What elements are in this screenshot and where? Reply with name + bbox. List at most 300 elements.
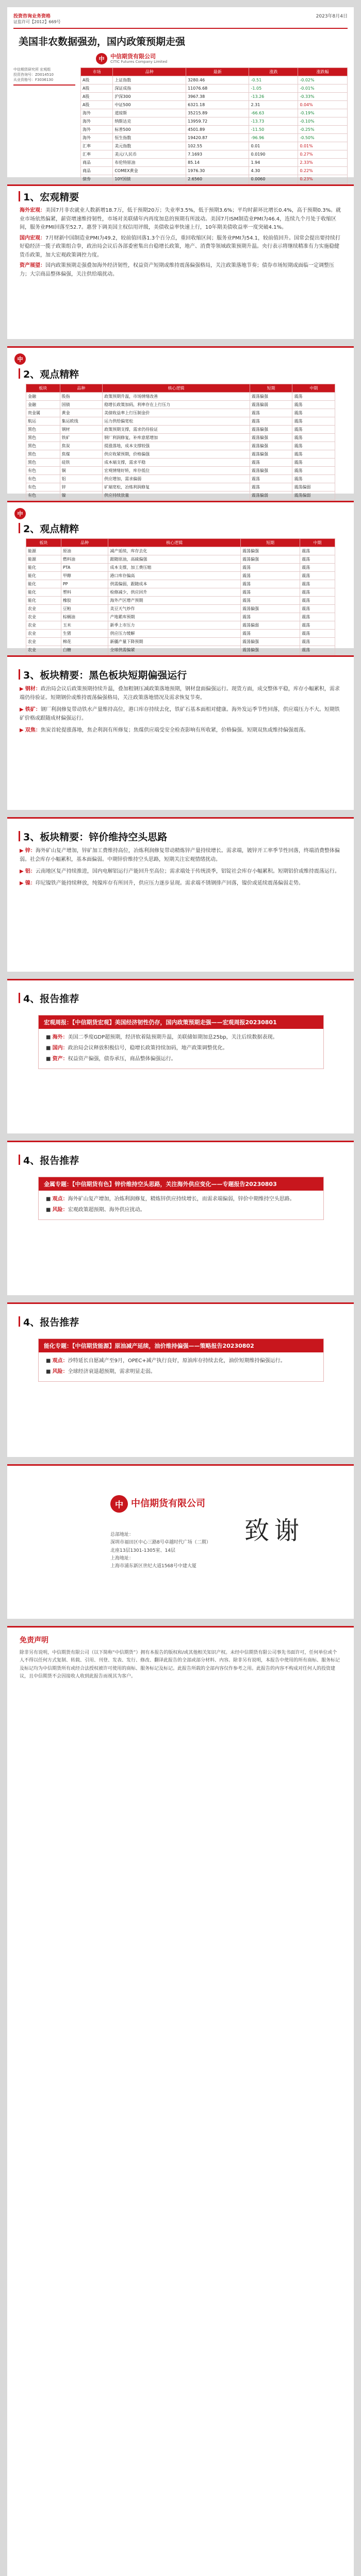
table-cell: 宏观情绪好转，库存低位 bbox=[103, 467, 250, 475]
table-cell: 3967.38 bbox=[186, 93, 249, 101]
table-cell: 镍 bbox=[60, 492, 103, 500]
table-cell: 3280.46 bbox=[186, 76, 249, 84]
section-title: 3、板块精要：锌价维持空头思路 bbox=[23, 831, 168, 843]
table-row bbox=[26, 393, 335, 401]
section-header bbox=[7, 363, 354, 384]
table-cell: 豆粕 bbox=[61, 605, 108, 613]
table-row bbox=[26, 442, 335, 450]
table-cell: 震荡偏强 bbox=[250, 467, 292, 475]
table-cell: 黄金 bbox=[60, 409, 103, 417]
disclaimer-text: 除非另有说明，中信期货有限公司（以下简称“中信期货”）拥有本报告的版权和/或其他相关知识产权。未经中信期货有限公司事先书面许可，任何单位或个人不得以任何方式复制、转载、引用、刊登、发表、发行、修改、翻译此报告的全部或部分材料、内容。除非另有说明，本报告中使用的所有商标、服务标记及标记均为中信期货所有或经合法授权被许可使用的商标、服务标记及标记。此报告所载的全部内容仅作参考之用。此报告的内容不构成对任何人的投资建议，且中信期货不会因接收人收到此报告而视其为客户。 bbox=[20, 1650, 340, 1679]
table-row bbox=[26, 547, 335, 555]
table-cell: 震荡 bbox=[292, 442, 335, 450]
table-row bbox=[26, 564, 335, 572]
table-cell: 1.94 bbox=[249, 159, 298, 167]
table-cell: 农业 bbox=[26, 613, 61, 621]
table-cell: 13959.72 bbox=[186, 117, 249, 126]
table-cell: A股 bbox=[81, 76, 113, 84]
table-cell: 4501.89 bbox=[186, 126, 249, 134]
table-cell: 震荡 bbox=[292, 426, 335, 434]
table-cell: -0.51 bbox=[249, 76, 298, 84]
table-cell: 玉米 bbox=[61, 621, 108, 630]
table-cell: 塑料 bbox=[61, 588, 108, 597]
table-cell: 海外 bbox=[81, 109, 113, 117]
report-link[interactable]: 金属专题：【中信期货有色】锌价维持空头思路，关注海外供应变化——专题报告20230803 bbox=[39, 1177, 323, 1191]
table-cell: -0.25% bbox=[298, 126, 348, 134]
table-header: 短期 bbox=[241, 539, 300, 547]
table-cell: 供应收紧预期，价格偏强 bbox=[103, 450, 250, 459]
table-cell: 检修减少，供应回升 bbox=[108, 588, 241, 597]
table-cell: 债券 bbox=[81, 175, 113, 183]
table-header: 品种 bbox=[61, 539, 108, 547]
analyst-line: 中信期货研究所 宏观组 bbox=[13, 67, 51, 72]
section-header bbox=[7, 1149, 354, 1170]
table-row bbox=[26, 621, 335, 630]
table-cell: 震荡 bbox=[250, 417, 292, 426]
table-cell: 震荡 bbox=[241, 597, 300, 605]
table-cell: 震荡偏强 bbox=[241, 638, 300, 646]
table-cell: 汇率 bbox=[81, 142, 113, 150]
report-item-text: 海外矿山复产增加，冶炼利润修复，精炼锌供应持续增长，而需求端偏弱，锌价中期维持空头思路。 bbox=[68, 1196, 295, 1202]
table-cell: 震荡 bbox=[250, 459, 292, 467]
table-row bbox=[26, 417, 335, 426]
table-cell: 震荡偏弱 bbox=[292, 483, 335, 492]
table-row bbox=[81, 84, 348, 93]
table-header: 涨跌 bbox=[249, 68, 298, 76]
market-overview-table bbox=[80, 67, 348, 192]
address-line: 上海地址： bbox=[110, 1555, 134, 1561]
table-cell: 全球供需偏紧 bbox=[108, 646, 241, 654]
table-cell: 震荡 bbox=[241, 613, 300, 621]
table-cell: 商品 bbox=[81, 167, 113, 175]
table-row bbox=[26, 401, 335, 409]
table-row bbox=[26, 597, 335, 605]
table-row bbox=[26, 646, 335, 654]
table-row bbox=[26, 572, 335, 580]
report-item-lead: 风险： bbox=[52, 1207, 68, 1213]
table-cell: 汇率 bbox=[81, 150, 113, 159]
table-cell: 农业 bbox=[26, 621, 61, 630]
table-header: 市场 bbox=[81, 68, 113, 76]
para-lead: 锌： bbox=[25, 848, 36, 854]
table-cell: 102.55 bbox=[186, 142, 249, 150]
table-cell: 农业 bbox=[26, 605, 61, 613]
table-header: 中期 bbox=[292, 384, 335, 393]
section-title: 4、报告推荐 bbox=[23, 1316, 79, 1328]
table-cell: 供应压力缓解 bbox=[108, 630, 241, 638]
table-cell: -96.96 bbox=[249, 134, 298, 142]
company-name-en: CITIC Futures Company Limited bbox=[110, 60, 168, 64]
table-cell: 1976.30 bbox=[186, 167, 249, 175]
table-row bbox=[26, 605, 335, 613]
table-cell: 中证500 bbox=[113, 101, 186, 109]
section-title: 4、报告推荐 bbox=[23, 993, 79, 1005]
table-cell: 硅铁 bbox=[60, 459, 103, 467]
table-cell: 政策预期升温，市场情绪改善 bbox=[103, 393, 250, 401]
report-item-lead: 国内： bbox=[52, 1045, 68, 1051]
section-header bbox=[7, 1311, 354, 1332]
table-cell: 燃料油 bbox=[61, 555, 108, 564]
table-cell: 农业 bbox=[26, 638, 61, 646]
section-title: 3、板块精要：黑色板块短期偏强运行 bbox=[23, 669, 187, 681]
table-cell: 震荡偏强 bbox=[241, 646, 300, 654]
table-cell: 上证指数 bbox=[113, 76, 186, 84]
table-cell: COMEX黄金 bbox=[113, 167, 186, 175]
company-logo bbox=[110, 1495, 205, 1513]
report-link[interactable]: 宏观周报：【中信期货宏观】美国经济韧性仍存，国内政策预期走强——宏观周报20230801 bbox=[39, 1015, 323, 1029]
table-cell: 震荡 bbox=[300, 605, 335, 613]
table-cell: 标普500 bbox=[113, 126, 186, 134]
views-table bbox=[26, 384, 335, 508]
table-cell: 焦炭 bbox=[60, 442, 103, 450]
table-cell: 0.01 bbox=[249, 142, 298, 150]
report-item-text: 美国二季度GDP超预期，经济软着陆预期升温，美联储如期加息25bp，关注后续数据表现。 bbox=[68, 1035, 278, 1040]
table-row bbox=[81, 93, 348, 101]
table-cell: 棉花 bbox=[61, 638, 108, 646]
table-cell: 商品 bbox=[81, 159, 113, 167]
company-name-cn: 中信期货有限公司 bbox=[110, 53, 156, 60]
table-row bbox=[81, 175, 348, 183]
table-header: 最新 bbox=[186, 68, 249, 76]
report-item-lead: 资产： bbox=[52, 1056, 68, 1062]
table-cell: 港口库存偏高 bbox=[108, 572, 241, 580]
table-cell: 震荡偏弱 bbox=[292, 492, 335, 500]
para-text: 印尼镍铁产能持续释放，纯镍库存有所回升，供应压力逐步显现。需求端不锈钢排产回落，镍价或延续震荡偏弱走势。 bbox=[35, 880, 304, 886]
report-item: ■ 观点：沙特延长自愿减产至9月，OPEC+减产执行良好，原油库存持续去化，油价短期维持偏强运行。 bbox=[46, 1358, 286, 1364]
table-cell: 稳增长政策加码，利率存在上行压力 bbox=[103, 401, 250, 409]
table-cell: A股 bbox=[81, 84, 113, 93]
report-title: 美国非农数据强劲，国内政策预期走强 bbox=[19, 36, 186, 47]
table-cell: 跟随原油，高硫偏强 bbox=[108, 555, 241, 564]
table-cell: 沪深300 bbox=[113, 93, 186, 101]
report-item-lead: 观点： bbox=[52, 1358, 68, 1364]
table-cell: 黑色 bbox=[26, 426, 60, 434]
table-cell: 震荡 bbox=[241, 564, 300, 572]
section-header bbox=[7, 186, 354, 207]
table-cell: 震荡 bbox=[292, 467, 335, 475]
table-cell: 金融 bbox=[26, 401, 60, 409]
table-header: 涨跌幅 bbox=[298, 68, 348, 76]
table-cell: 能源 bbox=[26, 555, 61, 564]
report-item: ■ 风险：全球经济衰退超预期，需求明显走弱。 bbox=[46, 1369, 156, 1375]
table-cell: 震荡 bbox=[241, 572, 300, 580]
table-cell: 35215.89 bbox=[186, 109, 249, 117]
table-cell: 震荡 bbox=[300, 613, 335, 621]
report-page-3 bbox=[7, 1302, 354, 1457]
table-cell: A股 bbox=[81, 93, 113, 101]
table-row bbox=[26, 434, 335, 442]
table-cell: 震荡 bbox=[250, 483, 292, 492]
table-cell: 震荡 bbox=[292, 475, 335, 483]
table-cell: 棕榈油 bbox=[61, 613, 108, 621]
table-row bbox=[26, 426, 335, 434]
table-cell: 0.04% bbox=[298, 101, 348, 109]
para-lead: 资产展望： bbox=[20, 263, 45, 268]
table-cell: 海外产区增产预期 bbox=[108, 597, 241, 605]
address-line: 总部地址： bbox=[110, 1532, 134, 1537]
para-lead: 镍： bbox=[25, 880, 36, 886]
table-cell: 震荡偏弱 bbox=[250, 492, 292, 500]
table-row bbox=[81, 159, 348, 167]
report-item-text: 沙特延长自愿减产至9月，OPEC+减产执行良好，原油库存持续去化，油价短期维持偏强运行。 bbox=[68, 1358, 286, 1364]
table-cell: 震荡 bbox=[292, 459, 335, 467]
views-page-2 bbox=[7, 501, 354, 652]
table-cell: 国债 bbox=[60, 401, 103, 409]
address-line: 深圳市福田区中心三路8号卓越时代广场（二期） bbox=[110, 1540, 211, 1546]
table-cell: 震荡 bbox=[292, 393, 335, 401]
table-cell: 0.0190 bbox=[249, 150, 298, 159]
table-cell: 橡胶 bbox=[61, 597, 108, 605]
table-row bbox=[81, 167, 348, 175]
table-cell: 6321.18 bbox=[186, 101, 249, 109]
table-cell: 深证成指 bbox=[113, 84, 186, 93]
citic-logo-icon: 中 bbox=[14, 353, 26, 365]
table-row bbox=[26, 613, 335, 621]
table-header: 品种 bbox=[113, 68, 186, 76]
table-cell: 新疆产量下降预期 bbox=[108, 638, 241, 646]
views-table bbox=[26, 538, 335, 663]
section-header bbox=[7, 664, 354, 685]
table-cell: 政策预期支撑，需求仍待验证 bbox=[103, 426, 250, 434]
table-header: 板块 bbox=[26, 539, 61, 547]
section-header bbox=[7, 988, 354, 1008]
table-row bbox=[26, 450, 335, 459]
table-row bbox=[26, 630, 335, 638]
table-row bbox=[81, 76, 348, 84]
thanks-text: 致谢 bbox=[244, 1516, 305, 1545]
table-cell: 贵金属 bbox=[26, 409, 60, 417]
table-header: 中期 bbox=[300, 539, 335, 547]
report-item-text: 权益资产偏强，债券承压，商品整体偏强运行。 bbox=[68, 1056, 176, 1062]
table-cell: 震荡 bbox=[300, 597, 335, 605]
table-cell: 布伦特原油 bbox=[113, 159, 186, 167]
table-cell: -11.50 bbox=[249, 126, 298, 134]
table-cell: 提涨落地，成本支撑较强 bbox=[103, 442, 250, 450]
sector-page-2 bbox=[7, 817, 354, 972]
table-cell: 锌 bbox=[60, 483, 103, 492]
table-cell: 成本端支撑，需求平稳 bbox=[103, 459, 250, 467]
report-item-text: 全球经济衰退超预期，需求明显走弱。 bbox=[68, 1369, 156, 1375]
table-cell: -13.26 bbox=[249, 93, 298, 101]
table-header: 板块 bbox=[26, 384, 60, 393]
report-link[interactable]: 能化专题：【中信期货能源】原油减产延续，油价维持偏强——策略报告20230802 bbox=[39, 1339, 323, 1352]
address-line: 北座13层1301-1305室、14层 bbox=[110, 1548, 175, 1553]
table-cell: 新季上市压力 bbox=[108, 621, 241, 630]
table-cell: 减产延续，库存去化 bbox=[108, 547, 241, 555]
table-cell: 道琼斯 bbox=[113, 109, 186, 117]
table-cell: 震荡 bbox=[300, 630, 335, 638]
table-cell: 海外 bbox=[81, 126, 113, 134]
table-cell: 海外 bbox=[81, 134, 113, 142]
table-cell: 0.01% bbox=[298, 142, 348, 150]
table-cell: 0.0060 bbox=[249, 175, 298, 183]
report-card bbox=[38, 1338, 324, 1382]
table-cell: 铁矿 bbox=[60, 434, 103, 442]
table-header: 短期 bbox=[250, 384, 292, 393]
table-cell: 震荡 bbox=[300, 555, 335, 564]
table-cell: 纳斯达克 bbox=[113, 117, 186, 126]
table-row bbox=[26, 459, 335, 467]
para-text: 焦炭首轮提涨落地，焦企利润有所修复；焦煤供应端受安全检查影响有所收紧，价格偏强。短期双焦或维持偏强震荡。 bbox=[40, 727, 309, 733]
section-title: 2、观点精粹 bbox=[23, 368, 79, 380]
page-logo bbox=[14, 508, 26, 519]
table-cell: 金融 bbox=[26, 393, 60, 401]
para-text: 国内政策预期走强叠加海外经济韧性，权益资产短期或维持震荡偏强格局，关注政策落地节奏；债券市场短期或面临一定调整压力；大宗商品整体偏强，关注供给端扰动。 bbox=[20, 263, 334, 277]
company-logo bbox=[96, 53, 348, 64]
title-rule bbox=[13, 28, 348, 29]
table-cell: 震荡 bbox=[300, 638, 335, 646]
table-row bbox=[26, 588, 335, 597]
cover-page bbox=[7, 7, 354, 181]
page-logo bbox=[14, 353, 26, 365]
table-cell: 原油 bbox=[61, 547, 108, 555]
table-row bbox=[26, 475, 335, 483]
table-cell: 震荡 bbox=[241, 630, 300, 638]
table-cell: 震荡 bbox=[292, 434, 335, 442]
table-cell: 震荡 bbox=[292, 450, 335, 459]
table-cell: 钢厂利润修复，补库意愿增加 bbox=[103, 434, 250, 442]
table-cell: 成本支撑，加工费压缩 bbox=[108, 564, 241, 572]
table-cell: 震荡 bbox=[292, 409, 335, 417]
analyst-block bbox=[13, 67, 75, 192]
macro-page bbox=[7, 184, 354, 339]
table-cell: 供应持续放量 bbox=[103, 492, 250, 500]
report-card bbox=[38, 1015, 324, 1069]
table-cell: 铝 bbox=[60, 475, 103, 483]
para-lead: 铝： bbox=[25, 869, 36, 874]
table-cell: 黑色 bbox=[26, 459, 60, 467]
citic-logo-icon: 中 bbox=[14, 508, 26, 519]
para-text: 云南地区复产持续推进，国内电解铝运行产能回升至高位；需求端处于传统淡季，铝锭社会库存小幅累积。短期铝价或维持震荡运行。 bbox=[35, 869, 340, 874]
table-cell: 有色 bbox=[26, 483, 60, 492]
report-card bbox=[38, 1177, 324, 1220]
table-cell: 震荡偏弱 bbox=[250, 401, 292, 409]
para-text: 钢厂利润修复带动铁水产量维持高位，港口库存持续去化，铁矿石基本面相对健康。海外发运季节性回落，供应端压力不大。短期铁矿价格或跟随成材偏强运行。 bbox=[20, 707, 340, 721]
table-cell: 震荡 bbox=[250, 409, 292, 417]
citic-logo-icon: 中 bbox=[110, 1495, 128, 1513]
table-cell: PP bbox=[61, 580, 108, 588]
table-cell: 钢材 bbox=[60, 426, 103, 434]
table-cell: 震荡偏强 bbox=[241, 555, 300, 564]
table-header: 核心逻辑 bbox=[108, 539, 241, 547]
table-cell: -66.63 bbox=[249, 109, 298, 117]
sector-body: ▶ 锌：海外矿山复产增加，锌矿加工费维持高位，冶炼利润修复带动精炼锌产量持续增长。需求端，镀锌开工率季节性回落，终端消费整体偏弱。社会库存小幅累积，基本面偏弱。中期锌价维持空头思路，短期关注宏观情绪扰动。 ▶ 铝：云南地区复产持续推进，国内电解铝运行产能回升至高位；需求端处于传统淡季，铝锭社会库存小幅累积。短期铝价或维持震荡运行。 ▶ 镍：印尼镍铁产能持续释放，纯镍库存有所回升，供应压力逐步显现。需求端不锈钢排产回落，镍价或延续震荡偏弱走势。 bbox=[20, 848, 340, 886]
report-item-lead: 观点： bbox=[52, 1196, 68, 1202]
table-cell: 震荡偏强 bbox=[250, 426, 292, 434]
table-cell: -0.50% bbox=[298, 134, 348, 142]
table-cell: -0.19% bbox=[298, 109, 348, 117]
table-cell: 能化 bbox=[26, 564, 61, 572]
para-lead: 海外宏观： bbox=[20, 208, 45, 213]
analyst-line: 从业资格号：F3036130 bbox=[13, 77, 54, 82]
table-cell: 震荡偏强 bbox=[241, 547, 300, 555]
table-cell: 能化 bbox=[26, 597, 61, 605]
table-cell: 美元/人民币 bbox=[113, 150, 186, 159]
table-cell: 震荡 bbox=[241, 580, 300, 588]
table-cell: 19420.87 bbox=[186, 134, 249, 142]
table-cell: 恒生指数 bbox=[113, 134, 186, 142]
table-cell: 焦煤 bbox=[60, 450, 103, 459]
disclaimer-title: 免责声明 bbox=[20, 1636, 48, 1645]
table-cell: 运力供给偏宽松 bbox=[103, 417, 250, 426]
table-header: 核心逻辑 bbox=[103, 384, 250, 393]
table-cell: 黑色 bbox=[26, 442, 60, 450]
table-cell: 供应增加，需求偏弱 bbox=[103, 475, 250, 483]
report-page-2 bbox=[7, 1141, 354, 1295]
report-item: ■ 海外：美国二季度GDP超预期，经济软着陆预期升温，美联储如期加息25bp，关注后续数据表现。 bbox=[46, 1035, 278, 1040]
table-cell: 黑色 bbox=[26, 450, 60, 459]
table-cell: 震荡偏强 bbox=[250, 450, 292, 459]
table-cell: -0.10% bbox=[298, 117, 348, 126]
para-text: 7月财新中国制造业PMI为49.2，较前值回落1.3个百分点，重回收缩区间；服务业PMI为54.1，较前值回升。国常会提出要持续打好稳经济一揽子政策组合拳，政治局会议后各部委密集出台稳增长政策，地产、消费等领域政策预期升温。央行表示将继续精准有力实施稳健货币政策，加大宏观政策调控力度。 bbox=[20, 235, 341, 258]
table-cell: 铜 bbox=[60, 467, 103, 475]
license-tag: 证监许可【2012】669号 bbox=[13, 20, 61, 24]
table-cell: -0.33% bbox=[298, 93, 348, 101]
para-text: 美国7月非农就业人数新增18.7万，低于预期20万；失业率3.5%，低于预期3.6%；平均时薪环比增长0.4%，高于预期0.3%。就业市场依然偏紧，薪资增速维持韧性，市场对美联储年内再度加息的预期有所波动。美国7月ISM制造业PMI为46.4，连续九个月处于收缩区间，服务业PMI回落至52.7。惠誉下调美国主权信用评级，美债收益率快速上行，10年期美债收益率一度突破4.1%。 bbox=[20, 208, 341, 230]
table-cell: 0.23% bbox=[298, 175, 348, 183]
table-cell: 震荡偏强 bbox=[241, 605, 300, 613]
table-cell: 7.1693 bbox=[186, 150, 249, 159]
company-name: 中信期货有限公司 bbox=[131, 1498, 205, 1510]
table-cell: 11076.68 bbox=[186, 84, 249, 93]
table-cell: 生猪 bbox=[61, 630, 108, 638]
table-cell: 农业 bbox=[26, 646, 61, 654]
views-page-1 bbox=[7, 346, 354, 498]
table-row bbox=[26, 492, 335, 500]
report-item: ■ 国内：政治局会议释放积极信号，稳增长政策持续加码，地产政策调整优化。 bbox=[46, 1045, 228, 1051]
table-cell: 产地累库预期 bbox=[108, 613, 241, 621]
macro-body bbox=[7, 207, 354, 279]
table-cell: 甲醇 bbox=[61, 572, 108, 580]
table-cell: 85.14 bbox=[186, 159, 249, 167]
report-item: ■ 资产：权益资产偏强，债券承压，商品整体偏强运行。 bbox=[46, 1056, 176, 1062]
table-cell: 震荡偏弱 bbox=[241, 621, 300, 630]
table-cell: 震荡 bbox=[300, 564, 335, 572]
table-cell: -0.02% bbox=[298, 76, 348, 84]
table-cell: 震荡 bbox=[300, 547, 335, 555]
table-cell: 震荡 bbox=[241, 588, 300, 597]
para-text: 政治局会议后政策预期持续升温，叠加粗钢压减政策落地预期，钢材盘面偏强运行。现货方面，成交整体平稳，库存小幅累积，需求端仍待验证。短期钢价或维持震荡偏强格局，关注政策落地情况及需求恢复节奏。 bbox=[20, 686, 340, 701]
table-cell: 白糖 bbox=[61, 646, 108, 654]
table-cell: 股指 bbox=[60, 393, 103, 401]
address-block bbox=[110, 1531, 211, 1570]
table-cell: 美债收益率上行压制金价 bbox=[103, 409, 250, 417]
analyst-line: 投资咨询号：Z0014510 bbox=[13, 72, 54, 77]
table-cell: 震荡 bbox=[300, 580, 335, 588]
sector-body: ▶ 钢材：政治局会议后政策预期持续升温，叠加粗钢压减政策落地预期，钢材盘面偏强运行。现货方面，成交整体平稳，库存小幅累积，需求端仍待验证。短期钢价或维持震荡偏强格局，关注政策落地情况及需求恢复节奏。 ▶ 铁矿：钢厂利润修复带动铁水产量维持高位，港口库存持续去化，铁矿石基本面相对健康。海外发运季节性回落，供应端压力不大。短期铁矿价格或跟随成材偏强运行。 ▶ 双焦：焦炭首轮提涨落地，焦企利润有所修复；焦煤供应端受安全检查影响有所收紧，价格偏强。短期双焦或维持偏强震荡。 bbox=[20, 686, 340, 733]
table-cell: 能化 bbox=[26, 572, 61, 580]
table-cell: 震荡 bbox=[300, 621, 335, 630]
table-cell: 2.33% bbox=[298, 159, 348, 167]
table-cell: 震荡 bbox=[292, 401, 335, 409]
thanks-page bbox=[7, 1464, 354, 1619]
table-row bbox=[81, 134, 348, 142]
table-row bbox=[26, 483, 335, 492]
table-cell: 震荡 bbox=[250, 475, 292, 483]
table-cell: -0.01% bbox=[298, 84, 348, 93]
table-row bbox=[81, 101, 348, 109]
report-item: ■ 风险：宏观政策超预期、海外供应扰动。 bbox=[46, 1207, 145, 1213]
disclaimer-page bbox=[7, 1626, 354, 2576]
table-row bbox=[26, 467, 335, 475]
table-cell: 能化 bbox=[26, 580, 61, 588]
table-cell: 震荡 bbox=[300, 646, 335, 654]
table-cell: 矿端宽松，冶炼利润修复 bbox=[103, 483, 250, 492]
table-row bbox=[26, 409, 335, 417]
table-cell: 2.6560 bbox=[186, 175, 249, 183]
section-title: 2、观点精粹 bbox=[23, 523, 79, 535]
table-cell: 4.30 bbox=[249, 167, 298, 175]
